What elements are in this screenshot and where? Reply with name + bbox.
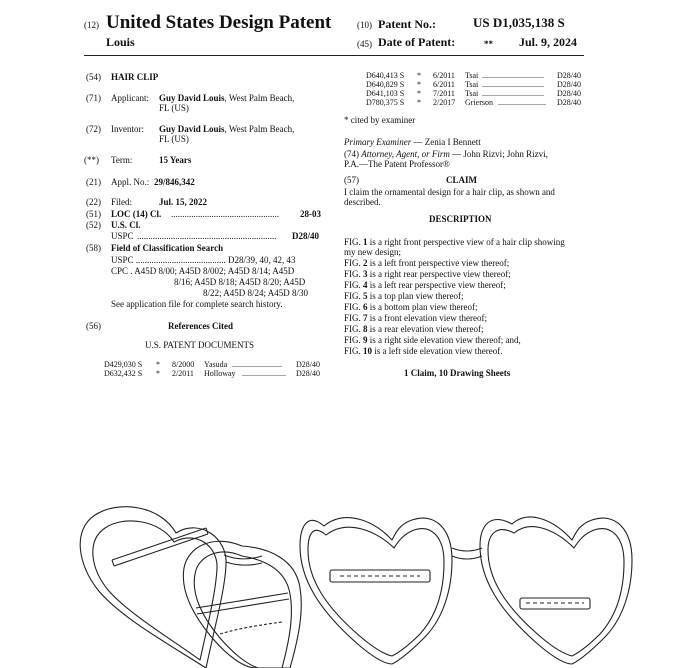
ref-date: 7/2011: [433, 89, 455, 98]
term-label: Term:: [111, 155, 133, 165]
fig-text: is a right side elevation view thereof; and,: [367, 335, 521, 345]
inventor-location-1: , West Palm Beach,: [224, 124, 295, 134]
ref-leader-dots: .........................: [232, 360, 282, 369]
ref-number: D640,413 S: [366, 71, 405, 80]
applicant-location-1: , West Palm Beach,: [224, 93, 295, 103]
inventor-name: Guy David Louis: [159, 124, 225, 134]
term-value: 15 Years: [159, 155, 192, 165]
ref-number: D429,030 S: [104, 360, 143, 369]
filed-label: Filed:: [111, 197, 133, 207]
ref-date: 2/2017: [433, 98, 456, 107]
ref-cited-star: *: [156, 369, 160, 378]
fig-number: 8: [363, 324, 368, 334]
ref-date: 6/2011: [433, 80, 455, 89]
field-search-cpc-1: CPC . A45D 8/00; A45D 8/002; A45D 8/14; A45D: [111, 266, 295, 276]
ref-cited-star: *: [417, 98, 421, 107]
fig-number: 2: [363, 258, 368, 268]
ref-class: D28/40: [296, 360, 320, 369]
inid-code-10: (10): [357, 20, 372, 30]
search-history-note: See application file for complete search history.: [111, 299, 283, 309]
fig-text: is a left front perspective view thereof;: [367, 258, 510, 268]
inid-code-21: (21): [86, 177, 101, 187]
us-patent-documents-heading: U.S. PATENT DOCUMENTS: [145, 340, 255, 350]
perspective-clip-bridge-bottom: [226, 562, 262, 565]
inventor-label: Inventor:: [111, 124, 144, 134]
ref-class: D28/40: [557, 71, 581, 80]
fig-text: is a left side elevation view thereof.: [372, 346, 503, 356]
fig-text: is a rear elevation view thereof;: [367, 324, 484, 334]
inid-code-term: (**): [84, 155, 99, 165]
ref-name: Grierson: [465, 98, 493, 107]
fig-number: 10: [363, 346, 373, 356]
applicant-label: Applicant:: [111, 93, 149, 103]
perspective-clip-left-heart: [80, 507, 226, 668]
ref-cited-star: *: [417, 80, 421, 89]
fig-prefix: FIG.: [344, 313, 364, 323]
claim-text-2: described.: [344, 197, 381, 207]
description-title: DESCRIPTION: [429, 214, 492, 224]
primary-examiner-name: — Zenia I Bennett: [411, 137, 481, 147]
ref-number: D632,432 S: [104, 369, 143, 378]
field-search-cpc-2: 8/16; A45D 8/18; A45D 8/20; A45D: [174, 277, 306, 287]
uspc-label: USPC: [111, 231, 134, 241]
cited-by-examiner-note: * cited by examiner: [344, 115, 416, 125]
applicant-name: Guy David Louis: [159, 93, 225, 103]
inid-code-71: (71): [86, 93, 101, 103]
fig-number: 1: [363, 237, 368, 247]
fig-text: my new design;: [344, 247, 401, 257]
uspc-value: D28/40: [292, 231, 319, 241]
loc-label: LOC (14) Cl.: [111, 209, 162, 219]
fig-text: is a right rear perspective view thereof;: [367, 269, 511, 279]
fig-number: 5: [363, 291, 368, 301]
fig-text: is a front elevation view thereof;: [367, 313, 487, 323]
fig-prefix: FIG.: [344, 302, 364, 312]
inid-code-22: (22): [86, 197, 101, 207]
ref-leader-dots: ...............................: [482, 89, 544, 98]
ref-leader-dots: ........................: [498, 98, 546, 107]
claim-title: CLAIM: [446, 175, 477, 185]
inventor-location-2: FL (US): [159, 134, 189, 144]
fig-number: 9: [363, 335, 368, 345]
ref-date: 6/2011: [433, 71, 455, 80]
fig-text: is a right front perspective view of a hair clip showing: [367, 237, 565, 247]
ref-number: D641,103 S: [366, 89, 405, 98]
ref-leader-dots: ......................: [242, 369, 286, 378]
patent-number: US D1,035,138 S: [473, 15, 565, 30]
fig-text: is a top plan view thereof;: [367, 291, 464, 301]
field-search-uspc: USPC ........................................ D28/39, 40, 42, 43: [111, 255, 296, 265]
appl-no-label: Appl. No.:: [111, 177, 150, 187]
loc-leader-dots: ................................................: [171, 209, 279, 219]
ref-date: 8/2000: [172, 360, 195, 369]
applicant-location-2: FL (US): [159, 103, 189, 113]
fig-prefix: FIG.: [344, 335, 364, 345]
ref-name: Tsai: [465, 71, 479, 80]
ref-leader-dots: ...............................: [482, 80, 544, 89]
primary-examiner-label: Primary Examiner: [344, 137, 412, 147]
inid-code-56: (56): [86, 321, 101, 331]
ref-cited-star: *: [417, 71, 421, 80]
perspective-clip-right-heart: [183, 541, 301, 668]
inid-code-52: (52): [86, 220, 101, 230]
inid-code-57: (57): [344, 175, 359, 185]
inid-code-74: (74): [344, 149, 359, 159]
date-of-patent-label: Date of Patent:: [378, 35, 456, 49]
patent-no-label: Patent No.:: [378, 17, 436, 31]
ref-class: D28/40: [557, 89, 581, 98]
ref-number: D640,829 S: [366, 80, 405, 89]
fig-number: 6: [363, 302, 368, 312]
fig-number: 3: [363, 269, 368, 279]
inventor-surname: Louis: [106, 35, 135, 49]
claims-sheets-count: 1 Claim, 10 Drawing Sheets: [404, 368, 511, 378]
ref-class: D28/40: [557, 80, 581, 89]
fig-text: is a left rear perspective view thereof;: [367, 280, 506, 290]
ref-class: D28/40: [296, 369, 320, 378]
ref-name: Tsai: [465, 80, 479, 89]
ref-name: Tsai: [465, 89, 479, 98]
fig-number: 4: [363, 280, 368, 290]
field-search-cpc-3: 8/22; A45D 8/24; A45D 8/30: [203, 288, 309, 298]
us-cl-label: U.S. Cl.: [111, 220, 141, 230]
patent-type-title: United States Design Patent: [106, 12, 332, 33]
fig-prefix: FIG.: [344, 324, 364, 334]
inid-code-58: (58): [86, 243, 101, 253]
attorney-name-1: — John Rizvi; John Rizvi,: [449, 149, 548, 159]
fig-number: 7: [363, 313, 368, 323]
ref-number: D780,375 S: [366, 98, 405, 107]
ref-leader-dots: ...............................: [482, 71, 544, 80]
fig-prefix: FIG.: [344, 346, 364, 356]
date-of-patent: Jul. 9, 2024: [519, 35, 578, 49]
ref-class: D28/40: [557, 98, 581, 107]
ref-cited-star: *: [156, 360, 160, 369]
uspc-leader-dots: ..............................................................: [137, 231, 277, 241]
references-cited-title: References Cited: [168, 321, 234, 331]
front-elevation-clip: [300, 517, 632, 664]
inid-code-72: (72): [86, 124, 101, 134]
attorney-label: Attorney, Agent, or Firm: [361, 149, 450, 159]
fig-prefix: FIG.: [344, 237, 364, 247]
filed-value: Jul. 15, 2022: [159, 197, 208, 207]
inid-code-45: (45): [357, 39, 372, 49]
design-title: HAIR CLIP: [111, 72, 159, 82]
ref-name: Yasuda: [204, 360, 228, 369]
fig-text: is a bottom plan view thereof;: [367, 302, 478, 312]
attorney-name-2: P.A.—The Patent Professor®: [344, 159, 450, 169]
ref-cited-star: *: [417, 89, 421, 98]
claim-text-1: I claim the ornamental design for a hair clip, as shown and: [344, 187, 555, 197]
loc-value: 28-03: [300, 209, 321, 219]
inid-code-54: (54): [86, 72, 101, 82]
fig-prefix: FIG.: [344, 291, 364, 301]
fig-prefix: FIG.: [344, 280, 364, 290]
field-search-label: Field of Classification Search: [111, 243, 224, 253]
appl-no-value: 29/846,342: [154, 177, 195, 187]
date-stars: **: [484, 39, 493, 49]
fig-prefix: FIG.: [344, 258, 364, 268]
inid-code-51: (51): [86, 209, 101, 219]
ref-name: Holloway: [204, 369, 236, 378]
fig-prefix: FIG.: [344, 269, 364, 279]
inid-code-12: (12): [84, 20, 99, 30]
perspective-clip-bridge-top: [224, 555, 262, 559]
ref-date: 2/2011: [172, 369, 194, 378]
